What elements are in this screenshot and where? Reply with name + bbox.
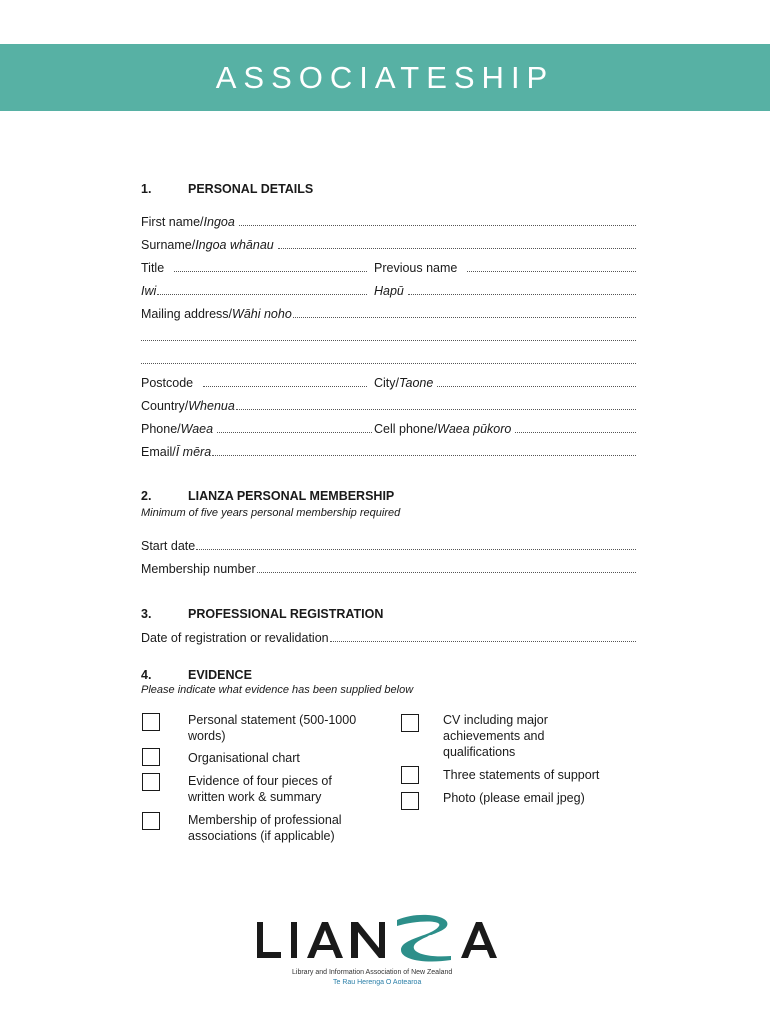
logo-letter-n: [351, 922, 385, 958]
logo-letter-i: [291, 922, 297, 958]
logo-letter-a-bar: [317, 945, 333, 950]
title-field[interactable]: [141, 259, 369, 275]
evidence-item-line: written work & summary: [188, 790, 322, 804]
hapu-label: Hapū: [374, 284, 404, 298]
cell-phone-label-maori: Waea pūkoro: [437, 422, 512, 436]
evidence-item-cv: [443, 712, 548, 760]
email-label-maori: Ī mēra: [175, 445, 212, 459]
phone-label: Phone/: [141, 422, 181, 436]
membership-number-label: Membership number: [141, 562, 256, 576]
evidence-item-line: Personal statement (500-1000: [188, 713, 357, 727]
logo-koru-eye: [426, 935, 436, 945]
previous-name-input-line[interactable]: [467, 271, 636, 272]
evidence-item-written-work: [188, 773, 332, 805]
country-label: Country/: [141, 399, 189, 413]
evidence-item-photo: [443, 790, 585, 806]
evidence-item-organisational-chart: [188, 750, 300, 766]
title-input-line[interactable]: [174, 271, 367, 272]
section-2-title: LIANZA PERSONAL MEMBERSHIP: [188, 489, 395, 503]
logo-letter-a: [307, 922, 343, 958]
evidence-item-line: associations (if applicable): [188, 829, 335, 843]
lianza-logo: [255, 908, 515, 968]
mailing-address-input-line-2[interactable]: [141, 340, 636, 341]
surname-label: Surname/: [141, 238, 196, 252]
checkbox-organisational-chart[interactable]: [142, 748, 160, 766]
section-4-note: Please indicate what evidence has been supplied below: [141, 684, 414, 696]
section-1-title: PERSONAL DETAILS: [188, 182, 314, 196]
first-name-label: First name/: [141, 215, 204, 229]
section-2-note: Minimum of five years personal membership required: [141, 507, 401, 519]
postcode-label: Postcode: [141, 376, 194, 390]
membership-number-input-line[interactable]: [257, 572, 636, 573]
title-label: Title: [141, 261, 165, 275]
evidence-item-personal-statement: [188, 712, 356, 744]
checkbox-written-work[interactable]: [142, 773, 160, 791]
header-banner: [0, 44, 770, 111]
email-label: Email/: [141, 445, 176, 459]
country-input-line[interactable]: [236, 409, 636, 410]
mailing-address-line-2[interactable]: [141, 328, 638, 344]
logo-letter-l-foot: [257, 952, 281, 958]
section-3-number: 3.: [141, 607, 152, 621]
first-name-input-line[interactable]: [239, 225, 636, 226]
iwi-input-line[interactable]: [157, 294, 367, 295]
checkbox-personal-statement[interactable]: [142, 713, 160, 731]
logo-subtitle-maori: Te Rau Herenga O Aotearoa: [333, 979, 422, 986]
logo-koru-z: [397, 915, 451, 962]
cell-phone-input-line[interactable]: [515, 432, 636, 433]
mailing-address-line-3[interactable]: [141, 351, 638, 367]
phone-label-maori: Waea: [180, 422, 214, 436]
city-label: City/: [374, 376, 399, 390]
surname-input-line[interactable]: [278, 248, 636, 249]
evidence-item-statements-of-support: [443, 767, 599, 783]
first-name-label-maori: Ingoa: [203, 215, 235, 229]
start-date-field[interactable]: [141, 537, 638, 553]
evidence-item-line: qualifications: [443, 745, 516, 759]
mailing-address-label: Mailing address/: [141, 307, 233, 321]
checkbox-photo[interactable]: [401, 792, 419, 810]
surname-field[interactable]: [141, 236, 638, 252]
mailing-address-input-line[interactable]: [293, 317, 636, 318]
email-field[interactable]: [141, 443, 638, 459]
email-input-line[interactable]: [212, 455, 636, 456]
start-date-input-line[interactable]: [196, 549, 636, 550]
registration-date-input-line[interactable]: [330, 641, 636, 642]
country-field[interactable]: [141, 397, 638, 413]
start-date-label: Start date: [141, 539, 196, 553]
logo-subtitle: Library and Information Association of New Zealand: [292, 969, 453, 976]
section-2-number: 2.: [141, 489, 152, 503]
page-title: ASSOCIATESHIP: [215, 59, 555, 95]
previous-name-field[interactable]: [374, 259, 638, 275]
city-input-line[interactable]: [437, 386, 636, 387]
evidence-item-line: Membership of professional: [188, 813, 342, 827]
registration-date-label: Date of registration or revalidation: [141, 631, 329, 645]
section-4-number: 4.: [141, 668, 152, 682]
evidence-item-line: achievements and: [443, 729, 545, 743]
evidence-item-line: Three statements of support: [443, 768, 600, 782]
evidence-item-line: Photo (please email jpeg): [443, 791, 585, 805]
iwi-label: Iwi: [141, 284, 157, 298]
checkbox-professional-associations[interactable]: [142, 812, 160, 830]
postcode-input-line[interactable]: [203, 386, 367, 387]
cell-phone-label: Cell phone/: [374, 422, 438, 436]
evidence-item-line: words): [188, 729, 226, 743]
mailing-address-field[interactable]: [141, 305, 638, 321]
evidence-item-professional-associations: [188, 812, 342, 844]
country-label-maori: Whenua: [188, 399, 235, 413]
cell-phone-field[interactable]: [374, 420, 638, 436]
section-3-title: PROFESSIONAL REGISTRATION: [188, 607, 384, 621]
phone-field[interactable]: [141, 420, 374, 436]
hapu-input-line[interactable]: [408, 294, 636, 295]
iwi-field[interactable]: [141, 282, 369, 298]
previous-name-label: Previous name: [374, 261, 458, 275]
registration-date-field[interactable]: [141, 629, 638, 645]
mailing-address-label-maori: Wāhi noho: [232, 307, 292, 321]
section-1-number: 1.: [141, 182, 152, 196]
membership-number-field[interactable]: [141, 560, 638, 576]
logo-letter-a2-bar: [471, 945, 487, 950]
mailing-address-input-line-3[interactable]: [141, 363, 636, 364]
checkbox-cv[interactable]: [401, 714, 419, 732]
evidence-item-line: CV including major: [443, 713, 548, 727]
city-field[interactable]: [374, 374, 638, 390]
checkbox-statements-of-support[interactable]: [401, 766, 419, 784]
evidence-item-line: Evidence of four pieces of: [188, 774, 332, 788]
first-name-field[interactable]: [141, 213, 638, 229]
logo-letter-a2: [461, 922, 497, 958]
hapu-field[interactable]: [374, 282, 638, 298]
section-4-title: EVIDENCE: [188, 668, 252, 682]
postcode-field[interactable]: [141, 374, 369, 390]
surname-label-maori: Ingoa whānau: [195, 238, 274, 252]
phone-input-line[interactable]: [217, 432, 372, 433]
evidence-item-line: Organisational chart: [188, 751, 300, 765]
city-label-maori: Taone: [399, 376, 434, 390]
